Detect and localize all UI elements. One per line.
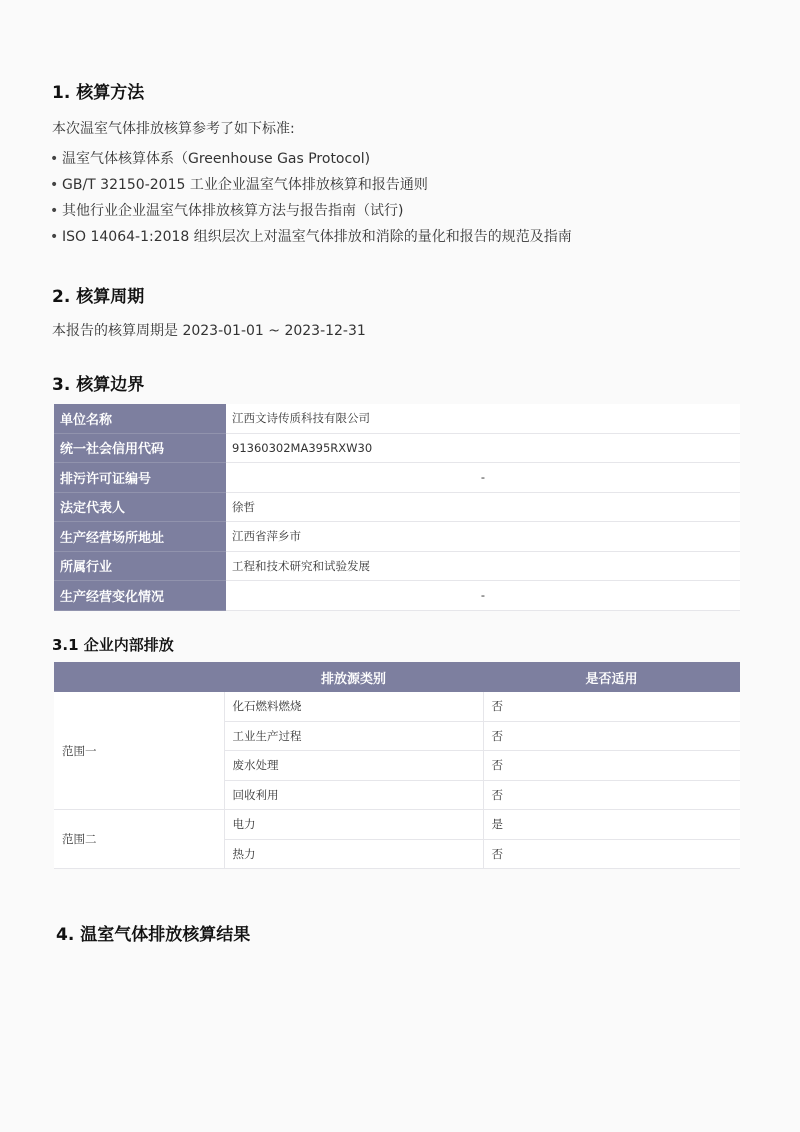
row-value: 江西省萍乡市: [226, 522, 740, 552]
section2-text: 本报告的核算周期是 2023-01-01 ~ 2023-12-31: [52, 323, 366, 339]
applicable-cell: 否: [483, 751, 740, 781]
table-row: [54, 492, 740, 522]
row-key: 所属行业: [54, 551, 226, 581]
source-cell: 化石燃料燃烧: [224, 692, 483, 721]
row-key: 生产经营场所地址: [54, 522, 226, 552]
section2-title: 2. 核算周期: [52, 287, 145, 307]
row-key: 法定代表人: [54, 492, 226, 522]
table-row: [54, 404, 740, 433]
table-row: [54, 692, 740, 721]
table-row: [54, 433, 740, 463]
source-cell: 电力: [224, 810, 483, 840]
table-row: [54, 551, 740, 581]
row-value: -: [226, 581, 740, 611]
list-item: • GB/T 32150-2015 工业企业温室气体排放核算和报告通则: [50, 172, 572, 198]
row-key: 排污许可证编号: [54, 463, 226, 493]
source-cell: 废水处理: [224, 751, 483, 781]
standards-list: [50, 146, 572, 250]
list-item: • 温室气体核算体系（Greenhouse Gas Protocol): [50, 146, 572, 172]
table-row: [54, 522, 740, 552]
row-value: 工程和技术研究和试验发展: [226, 551, 740, 581]
table-row: [54, 581, 740, 611]
header-applicable: 是否适用: [483, 662, 740, 692]
scope1-label: 范围一: [54, 692, 224, 810]
applicable-cell: 否: [483, 692, 740, 721]
row-key: 统一社会信用代码: [54, 433, 226, 463]
row-value: 江西文诗传质科技有限公司: [226, 404, 740, 433]
row-value: -: [226, 463, 740, 493]
table-header-row: [54, 662, 740, 692]
source-cell: 热力: [224, 839, 483, 869]
header-source: 排放源类别: [224, 662, 483, 692]
section4-title: 4. 温室气体排放核算结果: [56, 925, 251, 945]
list-item: • 其他行业企业温室气体排放核算方法与报告指南（试行): [50, 198, 572, 224]
table-row: [54, 463, 740, 493]
emission-table: [54, 662, 740, 869]
applicable-cell: 是: [483, 810, 740, 840]
table-row: [54, 810, 740, 840]
list-item: • ISO 14064-1:2018 组织层次上对温室气体排放和消除的量化和报告的规范及指南: [50, 224, 572, 250]
row-value: 91360302MA395RXW30: [226, 433, 740, 463]
applicable-cell: 否: [483, 839, 740, 869]
source-cell: 工业生产过程: [224, 721, 483, 751]
row-key: 生产经营变化情况: [54, 581, 226, 611]
section3-1-title: 3.1 企业内部排放: [52, 636, 174, 654]
row-value: 徐哲: [226, 492, 740, 522]
applicable-cell: 否: [483, 721, 740, 751]
scope2-label: 范围二: [54, 810, 224, 869]
section1-title: 1. 核算方法: [52, 83, 145, 103]
row-key: 单位名称: [54, 404, 226, 433]
source-cell: 回收利用: [224, 780, 483, 810]
header-blank: [54, 662, 224, 692]
section3-title: 3. 核算边界: [52, 375, 145, 395]
applicable-cell: 否: [483, 780, 740, 810]
boundary-table: [54, 404, 740, 611]
section1-intro: 本次温室气体排放核算参考了如下标准:: [52, 121, 295, 137]
